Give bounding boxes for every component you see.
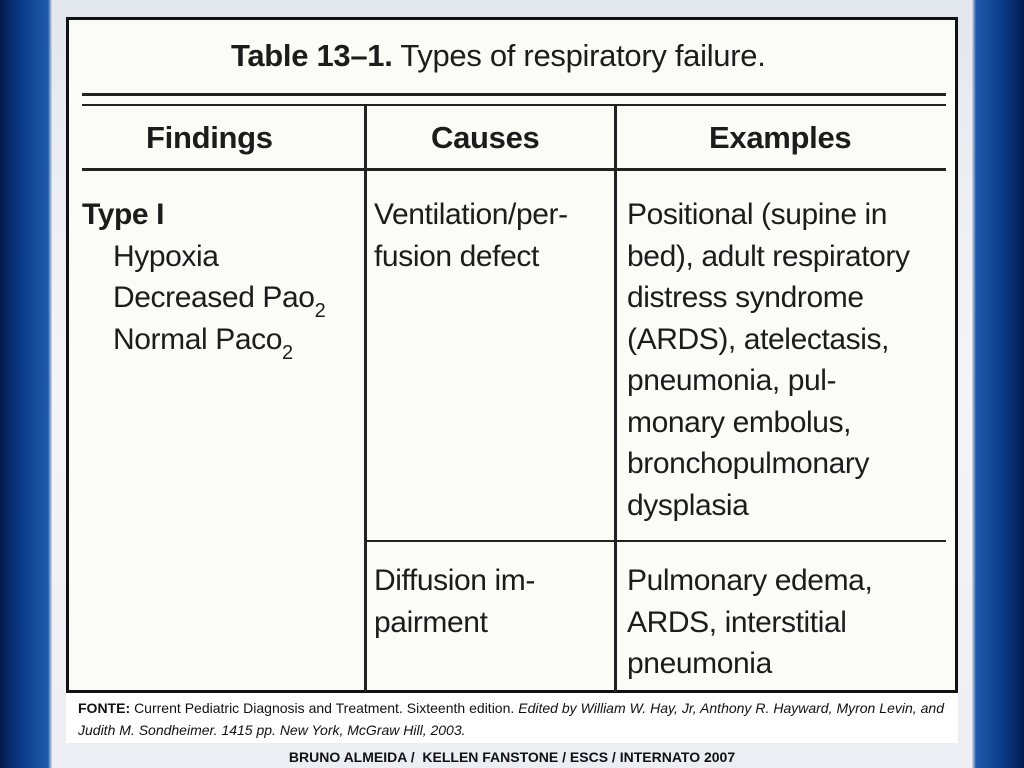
source-citation [66,693,958,743]
example-line: pneumonia, pul- [627,364,837,397]
cause-cell-2 [374,560,535,643]
example-line: (ARDS), atelectasis, [627,322,890,356]
column-divider-2 [614,106,617,692]
example-cell-1 [627,194,910,526]
cause-line: Ventilation/per- [374,198,568,231]
source-italic: Edited by William W. Hay, Jr, Anthony R. Hayward, Myron Levin, and Judith M. Sondheimer. 1415 pp. New York, McGraw Hill, 2003. [78,700,944,738]
table-title [231,38,766,74]
table-number: Table 13–1. [231,38,393,73]
finding-type: Type I [82,198,165,231]
table-image [66,17,958,693]
example-line: distress syndrome [627,281,864,314]
header-rule [82,168,946,171]
example-line: dysplasia [627,488,749,522]
row-divider [366,540,946,542]
cause-line: Diffusion im- [374,564,535,597]
example-cell-2 [627,560,872,685]
header-examples: Examples [709,120,852,155]
example-line: pneumonia [627,647,772,680]
example-line: Positional (supine in [627,198,888,231]
findings-cell [82,194,326,364]
example-line: Pulmonary edema, [627,564,873,597]
header-findings: Findings [146,120,273,155]
example-line: ARDS, interstitial [627,605,847,639]
header-causes: Causes [431,120,540,155]
source-label: FONTE: [78,700,131,716]
cause-cell-1 [374,194,568,277]
table-title-text: Types of respiratory failure. [400,38,766,73]
author-credit: BRUNO ALMEIDA / KELLEN FANSTONE / ESCS / INTERNATO 2007 [288,749,736,765]
example-line: bed), adult respiratory [627,239,910,273]
cause-line: fusion defect [374,239,539,273]
cause-line: pairment [374,605,488,639]
finding-decreased-pao2: Decreased Pao$_2$ [113,281,326,322]
finding-hypoxia: Hypoxia [113,239,219,273]
finding-normal-paco2: Normal Paco$_2$ [113,322,293,364]
title-rule-bottom [82,104,946,106]
column-divider-1 [364,106,367,692]
source-plain: Current Pediatric Diagnosis and Treatment. Sixteenth edition. [130,700,519,716]
title-rule-top [82,93,946,96]
example-line: monary embolus, [627,405,852,439]
example-line: bronchopulmonary [627,447,870,480]
